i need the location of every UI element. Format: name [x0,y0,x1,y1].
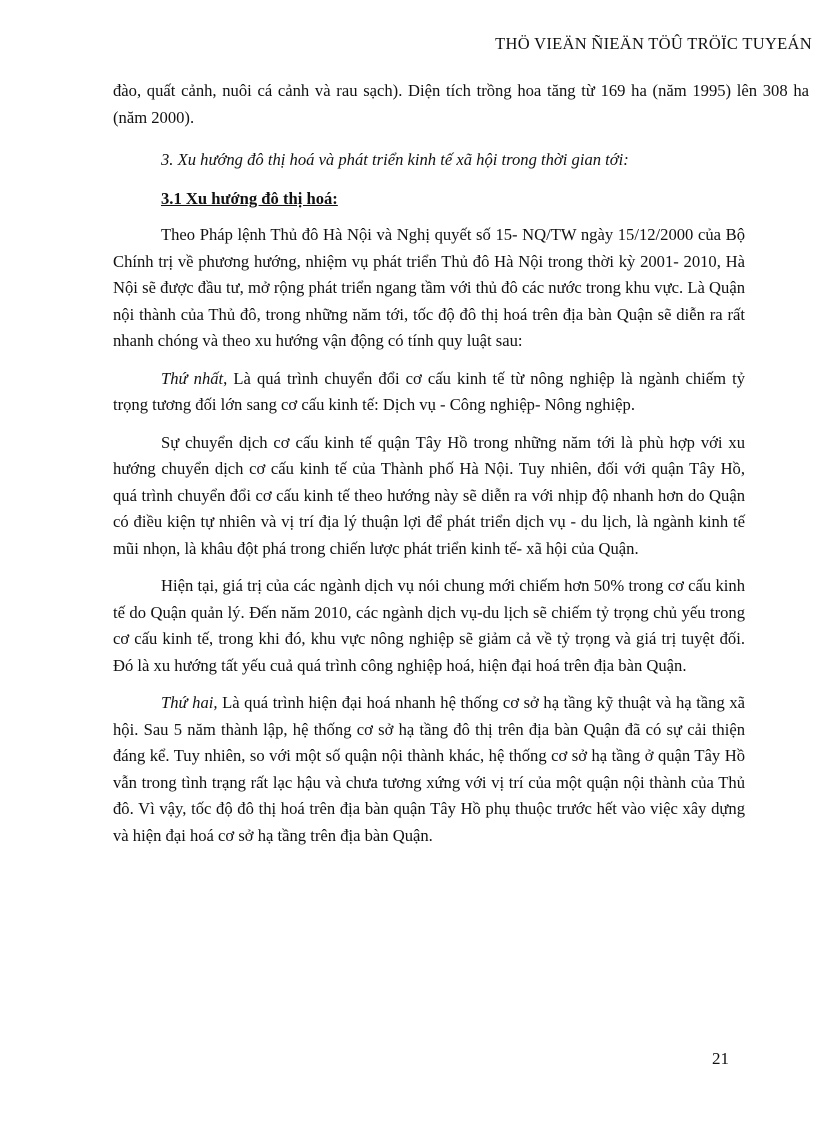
paragraph-3: Sự chuyển dịch cơ cấu kinh tế quận Tây Hồ trong những năm tới là phù hợp với xu hướng chuyển dịch cơ cấu kinh tế của Thành phố Hà Nội. Tuy nhiên, đối với quận Tây Hồ, quá trình chuyển đổi cơ cấu kinh tế theo hướng này sẽ diễn ra với nhịp độ nhanh hơn do Quận có điều kiện tự nhiên và vị trí địa lý thuận lợi để phát triển dịch vụ - du lịch, là ngành kinh tế mũi nhọn, là khâu đột phá trong chiến lược phát triển kinh tế- xã hội của Quận. [113,432,745,558]
paragraph-2-text: , Là quá trình chuyển đổi cơ cấu kinh tế từ nông nghiệp là ngành chiếm tỷ trọng tương đối lớn sang cơ cấu kinh tế: Dịch vụ - Công nghiệp- Nông nghiệp. [113,368,745,414]
paragraph-1: Theo Pháp lệnh Thủ đô Hà Nội và Nghị quyết số 15- NQ/TW ngày 15/12/2000 của Bộ Chính trị về phương hướng, nhiệm vụ phát triển Thủ đô Hà Nội trong thời kỳ 2001- 2010, Hà Nội sẽ được đầu tư, mở rộng phát triển ngang tầm với thủ đô các nước trong khu vực. Là Quận nội thành của Thủ đô, trong những năm tới, tốc độ đô thị hoá trên địa bàn Quận sẽ diễn ra rất nhanh chóng và theo xu hướng vận động có tính quy luật sau: [113,225,745,350]
continuation-paragraph: đào, quất cảnh, nuôi cá cảnh và rau sạch). Diện tích trồng hoa tăng từ 169 ha (năm 1995) lên 308 ha (năm 2000). [113,81,809,127]
body-paragraphs [113,222,745,849]
paragraph-5-lead: Thứ hai, [161,693,218,712]
paragraph-4: Hiện tại, giá trị của các ngành dịch vụ nói chung mới chiếm hơn 50% trong cơ cấu kinh tế do Quận quản lý. Đến năm 2010, các ngành dịch vụ-du lịch sẽ chiếm tỷ trọng chủ yếu trong cơ cấu kinh tế, trong khi đó, khu vực nông nghiệp sẽ giảm cả về tỷ trọng và giá trị tuyệt đối. Đó là xu hướng tất yếu cuả quá trình công nghiệp hoá, hiện đại hoá trên địa bàn Quận. [113,576,745,675]
section-heading: 3. Xu hướng đô thị hoá và phát triển kinh tế xã hội trong thời gian tới: [161,150,629,169]
library-header: THÖ VIEÄN ÑIEÄN TÖÛ TRÖÏC TUYEÁN [495,34,812,53]
page-body [113,78,809,849]
paragraph-5 [113,690,745,849]
paragraph-2-lead: Thứ nhất [161,368,224,388]
subsection-heading: 3.1 Xu hướng đô thị hoá: [161,188,338,208]
paragraph-2 [113,366,745,419]
paragraph-5-text: Là quá trình hiện đại hoá nhanh hệ thống cơ sở hạ tầng kỹ thuật và hạ tầng xã hội. Sau 5 năm thành lập, hệ thống cơ sở hạ tầng đô thị trên địa bàn Quận đã có sự cải thiện đáng kể. Tuy nhiên, so với một số quận nội thành khác, hệ thống cơ sở hạ tầng ở quận Tây Hồ vẫn trong tình trạng rất lạc hậu và chưa tương xứng với vị trí của một quận nội thành của Thủ đô. Vì vậy, tốc độ đô thị hoá trên địa bàn quận Tây Hồ phụ thuộc trước hết vào việc xây dựng và hiện đại hoá cơ sở hạ tầng trên địa bàn Quận. [113,693,746,845]
page-number: 21 [712,1049,729,1068]
